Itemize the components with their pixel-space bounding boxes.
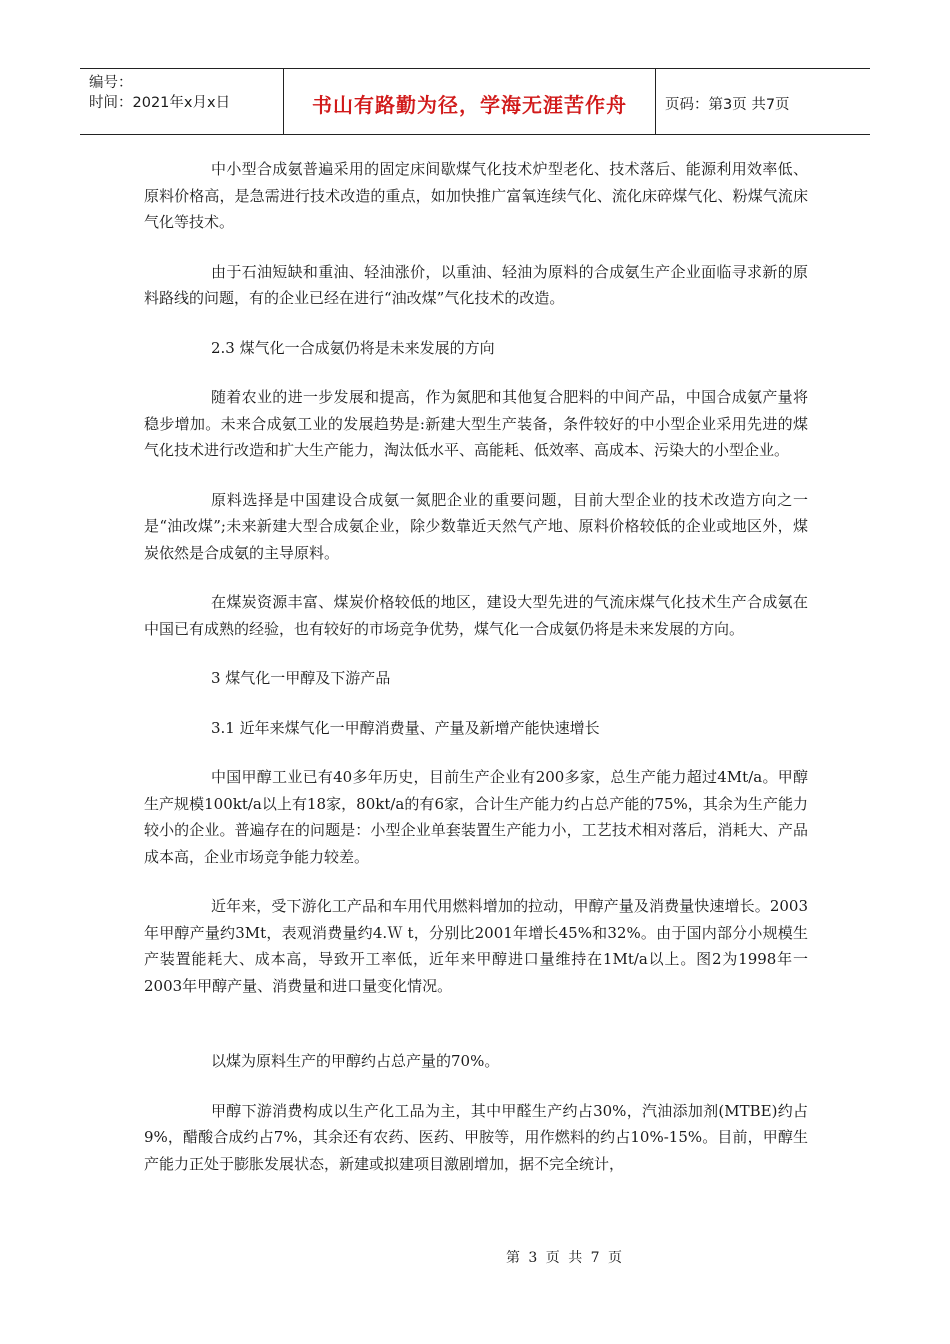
document-number-label: 编号： [89, 75, 133, 91]
body-paragraph: 甲醇下游消费构成以生产化工品为主，其中甲醛生产约占30%，汽油添加剂(MTBE)约占9%，醋酸合成约占7%，其余还有农药、医药、甲胺等，用作燃料的约占10%-15%。目前，甲醇生产能力正处于膨胀发展状态，新建或拟建项目激剧增加，据不完全统计， [144, 1101, 808, 1173]
body-paragraph: 中小型合成氨普遍采用的固定床间歇煤气化技术炉型老化、技术落后、能源利用效率低、原料价格高，是急需进行技术改造的重点，如加快推广富氧连续气化、流化床碎煤气化、粉煤气流床气化等技术。 [144, 160, 808, 231]
subsection-heading: 3.1 近年来煤气化一甲醇消费量、产量及新增产能快速增长 [211, 718, 600, 737]
body-paragraph: 原料选择是中国建设合成氨一氮肥企业的重要问题，目前大型企业的技术改造方向之一是“油改煤”;未来新建大型合成氨企业，除少数靠近天然气产地、原料价格较低的企业或地区外，煤炭依然是合成氨的主导原料。 [144, 490, 808, 562]
body-paragraph: 在煤炭资源丰富、煤炭价格较低的地区，建设大型先进的气流床煤气化技术生产合成氨在中国已有成熟的经验，也有较好的市场竞争优势，煤气化一合成氨仍将是未来发展的方向。 [144, 593, 808, 638]
header-page-number: 页码：第3页 共7页 [665, 97, 790, 113]
header-meta [80, 69, 284, 134]
body-paragraph: 近年来，受下游化工产品和车用代用燃料增加的拉动，甲醇产量及消费量快速增长。2003年甲醇产量约3Mt，表观消费量约4.Ｗ t，分别比2001年增长45%和32%。由于国内部分小规模生产装置能耗大、成本高，导致开工率低，近年来甲醇进口量维持在1Mt/a以上。图2为1998年一2003年甲醇产量、消费量和进口量变化情况。 [144, 897, 808, 995]
body-paragraph: 以煤为原料生产的甲醇约占总产量的70%。 [211, 1052, 500, 1070]
document-body [144, 156, 808, 1200]
section-heading: 3 煤气化一甲醇及下游产品 [211, 669, 391, 687]
body-paragraph: 中国甲醇工业已有40多年历史，目前生产企业有200多家，总生产能力超过4Mt/a。甲醇生产规模100kt/a以上有18家，80kt/a的有6家，合计生产能力约占总产能的75%，其余为生产能力较小的企业。普遍存在的问题是：小型企业单套装置生产能力小，工艺技术相对落后，消耗大、产品成本高，企业市场竞争能力较差。 [144, 768, 808, 866]
page-header [80, 68, 870, 135]
section-heading: 2.3 煤气化一合成氨仍将是未来发展的方向 [211, 338, 495, 357]
header-motto: 书山有路勤为径，学海无涯苦作舟 [284, 69, 656, 134]
page-footer: 第 3 页 共 7 页 [505, 1250, 625, 1266]
body-paragraph: 随着农业的进一步发展和提高，作为氮肥和其他复合肥料的中间产品，中国合成氨产量将稳步增加。未来合成氨工业的发展趋势是:新建大型生产装备，条件较好的中小型企业采用先进的煤气化技术进行改造和扩大生产能力，淘汰低水平、高能耗、低效率、高成本、污染大的小型企业。 [144, 388, 808, 459]
body-paragraph: 由于石油短缺和重油、轻油涨价，以重油、轻油为原料的合成氨生产企业面临寻求新的原料路线的问题，有的企业已经在进行“油改煤”气化技术的改造。 [144, 262, 808, 307]
document-date-label: 时间：2021年x月x日 [89, 95, 231, 111]
